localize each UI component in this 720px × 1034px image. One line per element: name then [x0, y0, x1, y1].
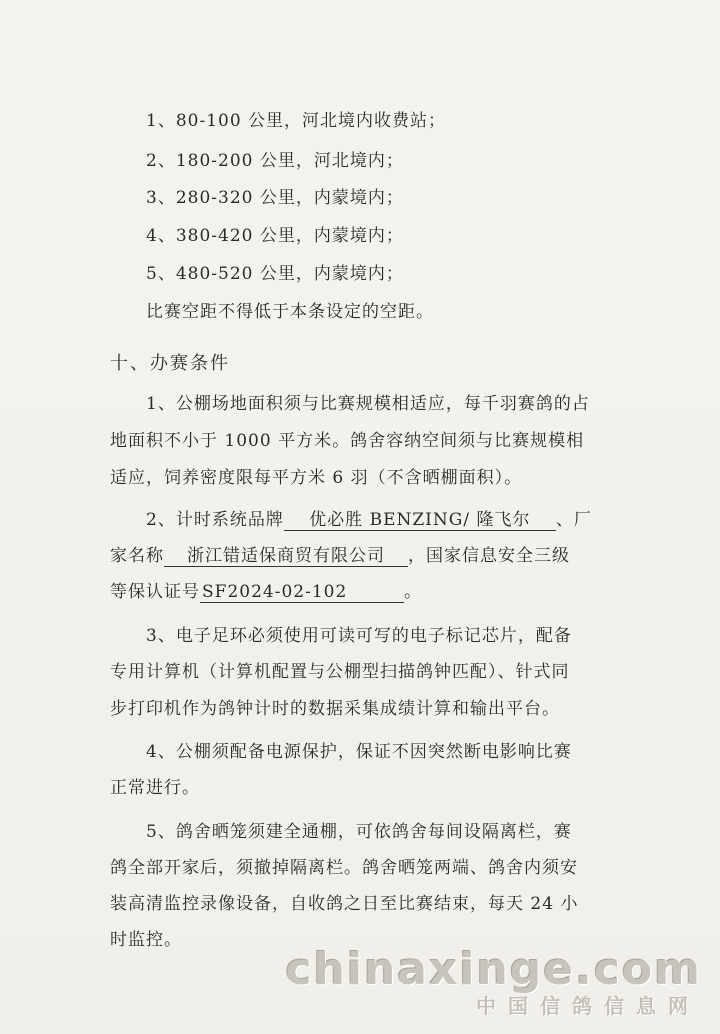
clause2-after-brand: 、厂	[555, 510, 592, 530]
clause5-line-2: 鸽全部开家后，须撤掉隔离栏。鸽舍晒笼两端、鸽舍内须安	[110, 858, 578, 878]
clause2-line-2	[110, 541, 570, 567]
clause2-line-3	[110, 577, 422, 603]
distance-item-5: 5、480-520 公里，内蒙境内；	[146, 264, 404, 284]
clause2-prefix: 2、计时系统品牌	[146, 510, 284, 530]
distance-item-1: 1、80-100 公里，河北境内收费站；	[146, 111, 447, 131]
clause4-line-2: 正常进行。	[110, 778, 200, 798]
watermark-latin: chinaxinge.com	[285, 944, 702, 995]
clause2-after-maker: ，国家信息安全三级	[408, 546, 570, 566]
clause5-line-4: 时监控。	[110, 930, 182, 950]
distance-item-4: 4、380-420 公里，内蒙境内；	[146, 226, 404, 246]
clause2-line-1	[146, 505, 592, 531]
clause1-line-2: 地面积不小于 1000 平方米。鸽舍容纳空间须与比赛规模相	[110, 431, 585, 451]
clause2-cert-label: 等保认证号	[110, 582, 200, 602]
clause2-brand-field: 优必胜 BENZING/ 隆飞尔	[284, 505, 556, 531]
clause5-line-1: 5、鸽舍晒笼须建全通棚，可依鸽舍每间设隔离栏，赛	[146, 822, 572, 842]
clause3-line-3: 步打印机作为鸽钟计时的数据采集成绩计算和输出平台。	[110, 699, 560, 719]
distance-note: 比赛空距不得低于本条设定的空距。	[146, 302, 434, 322]
clause1-line-1: 1、公棚场地面积须与比赛规模相适应，每千羽赛鸽的占	[146, 394, 590, 414]
clause2-maker-label: 家名称	[110, 546, 164, 566]
clause3-line-2: 专用计算机（计算机配置与公棚型扫描鸽钟匹配）、针式同	[110, 662, 570, 682]
clause5-line-3: 装高清监控录像设备，自收鸽之日至比赛结束，每天 24 小	[110, 894, 579, 914]
distance-item-3: 3、280-320 公里，内蒙境内；	[146, 188, 404, 208]
clause2-cert-field: SF2024-02-102	[200, 582, 404, 603]
distance-item-2: 2、180-200 公里，河北境内；	[146, 151, 404, 171]
clause4-line-1: 4、公棚须配备电源保护，保证不因突然断电影响比赛	[146, 742, 572, 762]
clause1-line-3: 适应，饲养密度限每平方米 6 羽（不含晒棚面积）。	[110, 468, 523, 488]
clause2-maker-field: 浙江错适保商贸有限公司	[164, 541, 408, 567]
section-heading: 十、办赛条件	[110, 353, 230, 374]
clause2-end: 。	[404, 582, 422, 602]
watermark-chinese: 中国信鸽信息网	[476, 994, 700, 1018]
clause3-line-1: 3、电子足环必须使用可读可写的电子标记芯片，配备	[146, 626, 572, 646]
